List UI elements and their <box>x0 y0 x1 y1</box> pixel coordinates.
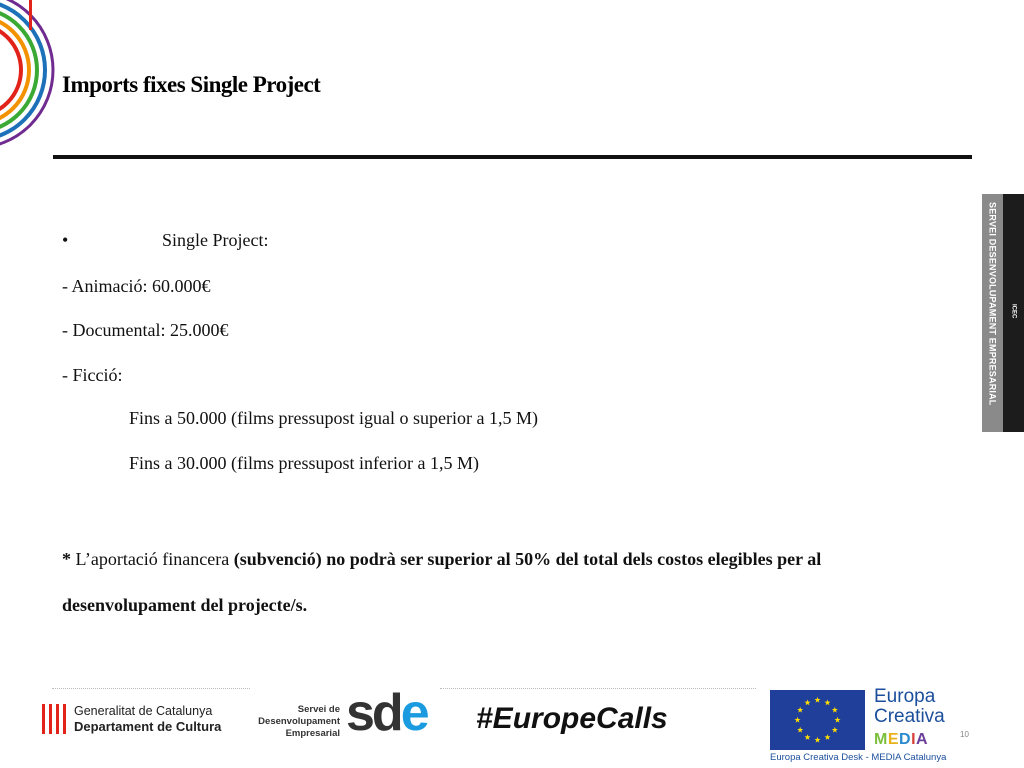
sde-logo <box>346 683 427 743</box>
sde-logo-s: s <box>346 684 372 742</box>
sub-item-ficcio-2: Fins a 30.000 (films pressupost inferior a 1,5 M) <box>129 453 479 473</box>
sub-item-ficcio-1: Fins a 50.000 (films pressupost igual o superior a 1,5 M) <box>129 408 538 428</box>
senyera-icon <box>42 704 66 734</box>
title-divider <box>53 155 972 159</box>
item-ficcio: - Ficció: <box>62 365 123 385</box>
bullet-line <box>62 230 269 251</box>
footer-divider-left <box>52 688 250 689</box>
footer-divider-right <box>440 688 756 689</box>
sde-label <box>258 704 340 740</box>
media-letter: A <box>916 731 929 748</box>
europa-creativa-logo <box>874 687 945 727</box>
sde-label-line: Desenvolupament <box>258 716 340 727</box>
gencat-department: Departament de Cultura <box>74 719 222 734</box>
logo-arcs <box>0 0 60 165</box>
europa-word: Europa <box>874 686 936 707</box>
item-documental: - Documental: 25.000€ <box>62 320 229 340</box>
funding-note <box>62 536 942 628</box>
item-animacio: - Animació: 60.000€ <box>62 276 211 296</box>
page-number: 10 <box>960 730 969 739</box>
eu-flag-icon <box>770 690 865 750</box>
side-tab-main <box>982 194 1003 432</box>
side-tab-secondary <box>1003 194 1024 432</box>
bullet-dot: • <box>62 230 69 250</box>
media-letter: D <box>899 731 912 748</box>
sde-label-line: Servei de <box>297 704 340 715</box>
side-tab-main-label: SERVEI DESENVOLUPAMENT EMPRESARIAL <box>987 202 998 406</box>
sde-logo-d: d <box>371 684 401 742</box>
side-tab-secondary-label: ICEC <box>1010 304 1017 319</box>
media-letter: I <box>911 731 917 748</box>
desk-line: Europa Creativa Desk - MEDIA Catalunya <box>770 752 947 763</box>
creativa-word: Creativa <box>874 706 945 727</box>
note-star: * <box>62 549 71 569</box>
side-tab <box>982 194 1024 432</box>
sde-label-line: Empresarial <box>285 728 340 739</box>
gencat-logo <box>42 704 221 734</box>
slide-title: Imports fixes Single Project <box>62 72 321 97</box>
sde-logo-e: e <box>400 684 427 742</box>
note-plain: L’aportació financera <box>71 549 234 569</box>
hashtag: #EuropeCalls <box>476 702 668 735</box>
media-letter: M <box>874 731 888 748</box>
media-wordmark <box>874 731 928 749</box>
media-letter: E <box>887 731 899 748</box>
note-bold: (subvenció) no podrà ser superior al 50% del total dels costos elegibles per al desenvolupament del projecte/s. <box>62 549 822 615</box>
gencat-name: Generalitat de Catalunya <box>74 704 213 718</box>
bullet-label: Single Project: <box>162 230 269 250</box>
